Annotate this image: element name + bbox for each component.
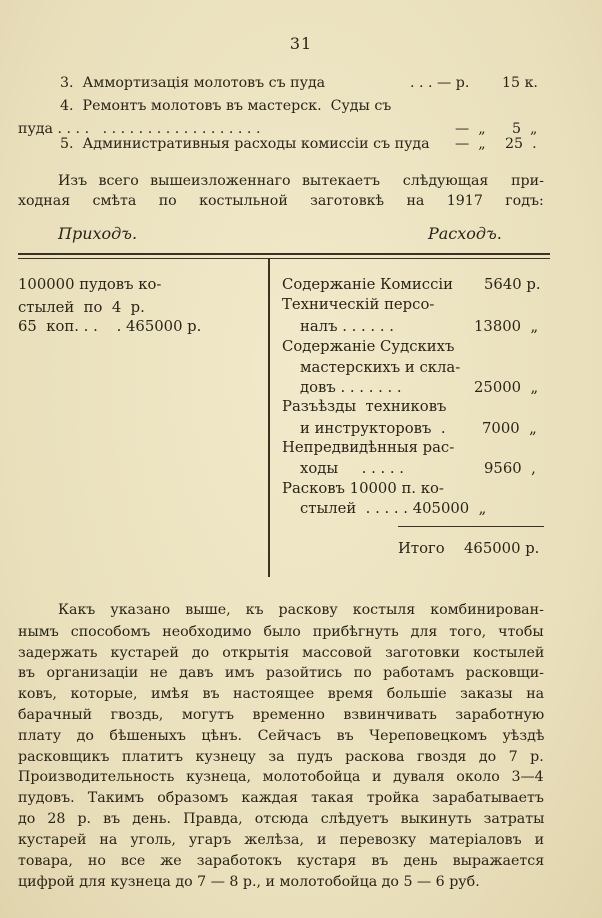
expense-workshops-line-2: мастерскихъ и скла- [300, 359, 461, 376]
expense-header: Расходъ. [428, 224, 502, 243]
total-rule [398, 526, 544, 527]
para-line-11: до 28 р. въ день. Правда, отсюда слѣдуетъ выкинуть затраты [18, 811, 545, 827]
para-line-8: расковщикъ платитъ кузнецу за пудъ раскова гвоздя до 7 р. [18, 749, 544, 765]
expense-staff-line-1: Техническій персо- [282, 296, 435, 313]
expense-forging-line-2: стылей . . . . . 405000 „ [300, 500, 487, 517]
para-line-3: задержать кустарей до открытія массовой заготовки костылей [18, 645, 545, 661]
table-column-divider [268, 259, 270, 577]
para-line-2: нымъ способомъ необходимо было прибѣгнуть для того, чтобы [18, 624, 544, 640]
expense-travel-line-1: Разъѣзды техниковъ [282, 398, 447, 415]
intro-line-1: Изъ всего вышеизложеннаго вытекаетъ слѣдующая при- [58, 173, 544, 189]
income-header: Приходъ. [58, 224, 138, 243]
intro-line-2: ходная смѣта по костыльной заготовкѣ на 1917 годъ: [18, 193, 544, 209]
expense-workshops-amount: 25000 „ [474, 379, 539, 396]
para-line-1: Какъ указано выше, къ раскову костыля комбинирован- [58, 602, 544, 618]
expense-forging-line-1: Расковъ 10000 п. ко- [282, 480, 444, 497]
expense-workshops-line-3: довъ . . . . . . . [300, 379, 402, 396]
expense-commission-amount: 5640 р. [484, 276, 541, 293]
income-line-3: 65 коп. . . . 465000 р. [18, 318, 202, 335]
page-number: 31 [289, 34, 313, 53]
expense-travel-amount: 7000 „ [482, 420, 537, 437]
item-3-text: 3. Аммортизація молотовъ съ пуда [60, 75, 326, 91]
para-line-6: барачный гвоздь, могутъ временно взвинчивать заработную [18, 707, 545, 723]
expense-unforeseen-line-2: ходы . . . . . [300, 460, 404, 477]
expense-commission: Содержаніе Комиссіи [282, 276, 453, 293]
expense-unforeseen-amount: 9560 , [484, 460, 536, 477]
item-4-amount: 5 „ [512, 121, 538, 137]
para-line-12: кустарей на уголь, угаръ желѣза, и перевозку матеріаловъ и [18, 832, 545, 848]
expense-travel-line-2: и инструкторовъ . [300, 420, 446, 437]
table-top-rule-thin [18, 258, 550, 259]
item-3-dots: . . . — р. [410, 75, 470, 91]
expense-unforeseen-line-1: Непредвидѣнныя рас- [282, 439, 455, 456]
para-line-10: пудовъ. Такимъ образомъ каждая такая тройка зарабатываетъ [18, 790, 544, 806]
para-line-5: ковъ, которые, имѣя въ настоящее время большіе заказы на [18, 686, 545, 702]
item-5-text: 5. Административныя расходы комиссіи съ пуда [60, 136, 430, 152]
total-amount: 465000 р. [464, 540, 540, 557]
para-line-9: Производительность кузнеца, молотобойца и дуваля около 3—4 [18, 769, 544, 785]
item-5-amount: 25 . [505, 136, 537, 152]
item-4-text: 4. Ремонтъ молотовъ въ мастерск. Суды съ [60, 98, 392, 114]
para-line-4: въ организаціи не давъ имъ разойтись по работамъ расковщи- [18, 665, 544, 681]
expense-staff-amount: 13800 „ [474, 318, 539, 335]
total-label: Итого [398, 540, 445, 557]
item-4-dots: — „ [455, 121, 486, 137]
income-line-1: 100000 пудовъ ко- [18, 276, 162, 293]
para-line-7: плату до бѣшеныхъ цѣнъ. Сейчасъ въ Череповецкомъ уѣздѣ [18, 728, 545, 744]
expense-staff-line-2: налъ . . . . . . [300, 318, 399, 335]
expense-workshops-line-1: Содержаніе Судскихъ [282, 338, 455, 355]
para-line-14: цифрой для кузнеца до 7 — 8 р., и молотобойца до 5 — 6 руб. [18, 874, 480, 890]
item-3-amount: 15 к. [502, 75, 538, 91]
item-4-continuation: пуда . . . . . . . . . . . . . . . . . . . . . . [18, 121, 261, 137]
table-top-rule [18, 253, 550, 255]
income-line-2: стылей по 4 р. [18, 299, 145, 316]
para-line-13: товара, но все же заработокъ кустаря въ день выражается [18, 853, 545, 869]
item-5-dots: — „ [455, 136, 486, 152]
